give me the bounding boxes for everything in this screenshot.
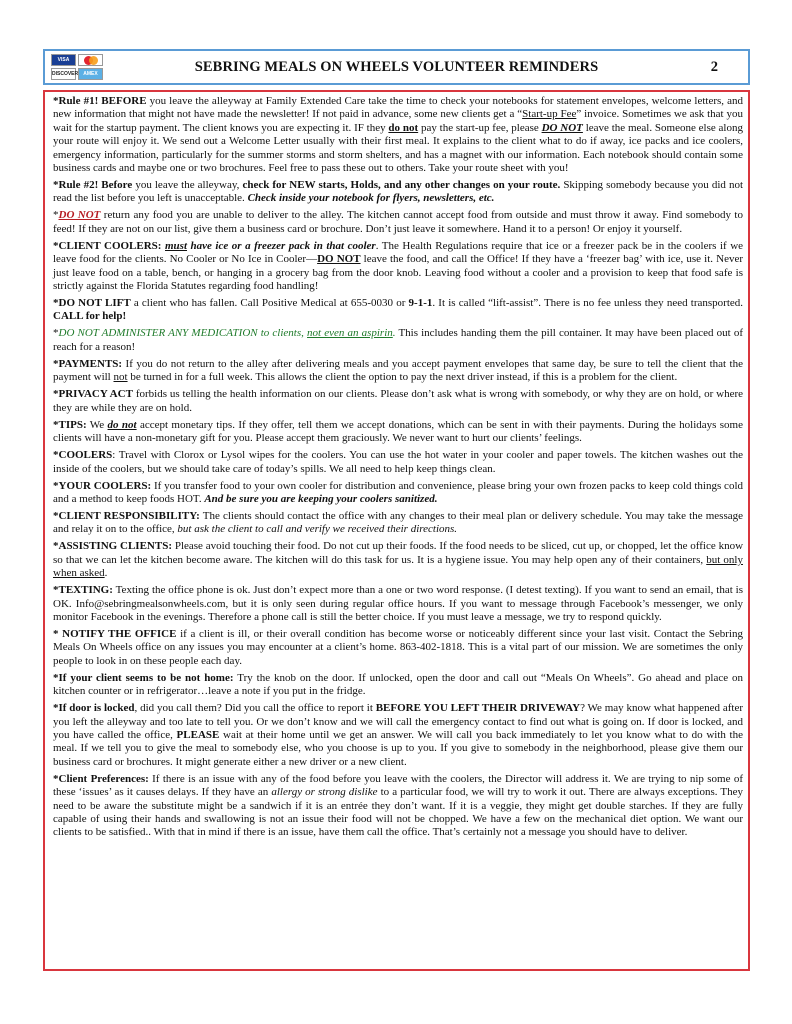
reminder-text: must (165, 239, 188, 252)
reminder-text: Texting the office phone is ok. Just don’t expect more than a one or two word response. (I detest texting). If you want to send an email, that is OK. Info@sebringmealsonwheels.com, but it is only seen during regular office hours. If you want to message through Facebook’s messenger, we only monitor Facebook in the evenings. Therefore a phone call is still the better choice. If you must leave a message, we try to respond quickly. (53, 584, 743, 623)
reminder-text: wait at their home until we get an answer. We will call you back immediately to let you know what to do with the meal. If we tell you to give the meal to somebody else, who you choose is up to you. If you give to somebody in the neighborhood, please give them our business card or brochures. It might generate either a new driver or a new client. (53, 728, 743, 768)
reminder-text: * (53, 209, 59, 222)
reminder-no-medication (53, 327, 743, 354)
reminder-your-coolers (53, 480, 743, 507)
reminder-text: *Rule #1! BEFORE (53, 95, 147, 107)
reminder-coolers (53, 449, 743, 476)
reminder-text: to clients, (257, 327, 308, 340)
reminder-text: *COOLERS (53, 449, 113, 462)
reminder-text: . (392, 327, 396, 340)
reminder-text: *TIPS: (53, 418, 87, 431)
reminder-text: *DO NOT LIFT (53, 297, 131, 310)
reminder-text: *CLIENT COOLERS: (53, 239, 162, 252)
reminder-text: not even an aspirin (307, 327, 393, 340)
reminder-text: BEFORE YOU LEFT THEIR DRIVEWAY (375, 702, 581, 715)
reminder-text: 9-1-1 (408, 297, 433, 310)
page-header (43, 49, 750, 85)
reminder-text: This includes handing them the pill container. It may have been placed out of reach for a reason! (53, 327, 743, 353)
reminder-text: you leave the alleyway, (132, 179, 243, 192)
reminder-text: *Client Preferences: (53, 772, 149, 785)
reminder-do-not-return (53, 209, 743, 236)
reminder-text: pay the start-up fee, please (418, 121, 542, 134)
reminder-text: . (104, 567, 108, 580)
reminder-notify-office (53, 628, 743, 668)
reminder-text: And be sure you are keeping your coolers sanitized. (204, 492, 438, 505)
reminder-text: *Rule #2! Before (53, 179, 133, 192)
reminder-text: DO NOT (58, 209, 101, 222)
reminder-text: if a client is ill, or their overall condition has become worse or noticeably different since your last visit. Contact the Sebring Meals On Wheels office on any issues you may encounter at a client’s home. 863-402-1818. This is a vital part of our mission. We are sometimes the only people to look in on these people each day. (53, 627, 743, 667)
reminder-text: Start-up Fee (522, 108, 577, 121)
reminder-text: return any food you are unable to deliver to the alley. The kitchen cannot accept food from outside and must throw it away. Find somebody to feed! If they are not on our list, give them a business card or brochure. Don’t just leave it somewhere. Hand it to a person! Or enjoy it yourself. (53, 209, 743, 235)
reminder-text: The clients should contact the office with any changes to their meal plan or delivery schedule. You may take the message and relay it on to the office, (53, 509, 743, 536)
amex-card-icon: AMEX (78, 68, 103, 80)
reminder-text: *CLIENT RESPONSIBILITY: (53, 509, 200, 522)
reminder-text: Skipping somebody because you did not read the list before you left is unacceptable. (53, 179, 744, 205)
reminder-privacy-act (53, 388, 743, 415)
reminder-text: * (53, 327, 59, 340)
reminder-text: do not (107, 418, 137, 431)
reminder-text: allergy or strong dislike (271, 786, 378, 799)
visa-card-icon: VISA (51, 54, 76, 66)
reminder-rule-1 (53, 95, 743, 175)
reminder-text: accept monetary tips. If they offer, tell them we accept donations, which can be sent in with their payments. During the holidays some clients will have a non-monetary gift for you. Please accept them graciously. We never want to hurt our clients’ feelings. (53, 418, 743, 445)
reminder-text: have ice or a freezer pack in that cooler (187, 239, 376, 252)
reminder-text: Please avoid touching their food. Do not cut up their foods. If the food needs to be sliced, cut up, or chopped, let the office know so that we can let the kitchen become aware. The kitchen will do this task for us. It is a hygiene issue. You may help open any of their containers, (53, 540, 744, 566)
reminder-text: not (113, 371, 128, 384)
reminder-text: *TEXTING: (53, 584, 113, 597)
reminders-list (53, 95, 743, 843)
reminder-text: We (86, 418, 108, 431)
reminder-text: but ask the client to call and verify we received their directions. (177, 523, 458, 536)
reminder-text: . It is called “lift-assist”. There is no fee unless they need transported. (432, 297, 744, 310)
reminder-rule-2 (53, 179, 743, 206)
reminder-text: *If door is locked (53, 702, 135, 715)
reminder-text: ” invoice. Sometimes we ask that you wait for the startup payment. The client knows you are expecting it. IF they (53, 108, 743, 134)
reminder-text: DO NOT (317, 253, 361, 266)
reminder-text: CALL for help! (53, 310, 127, 323)
reminder-text: If there is an issue with any of the food before you leave with the coolers, the Director will address it. We are trying to nip some of these ‘issues’ as it causes delays. If they have an (53, 772, 743, 799)
reminder-text: If you do not return to the alley after delivering meals and you accept payment envelopes that same day, be sure to tell the client that the payment will (53, 357, 743, 384)
reminder-not-home (53, 672, 743, 699)
reminder-text: ? We may know what happened after you left the alleyway and too late to tell you. Or we don’t know and we will call the emergency contact to find out what is going on. If door is locked, and you have called the office, (53, 702, 743, 741)
reminder-door-locked (53, 702, 743, 769)
reminder-text: DO NOT (541, 121, 583, 134)
reminder-texting (53, 584, 743, 624)
reminder-text: * NOTIFY THE OFFICE (53, 627, 177, 640)
reminder-text: but only when asked (53, 553, 743, 580)
reminder-text: , did you call them? Did you call the office to report it (134, 702, 376, 715)
reminder-text: Try the knob on the door. If unlocked, open the door and call out “Meals On Wheels”. Go ahead and place on kitchen counter or in refrigerator…leave a note if you put in the fridge. (53, 671, 743, 698)
reminder-text: you leave the alleyway at Family Extended Care take the time to check your notebooks for statement envelopes, welcome letters, and new information that might not have made the newsletter! If not paid in advance, some new clients get a “ (53, 95, 743, 121)
reminder-text: *ASSISTING CLIENTS: (53, 540, 172, 553)
reminder-tips (53, 419, 743, 446)
reminder-client-responsibility (53, 510, 743, 537)
reminder-text: PLEASE (176, 728, 220, 741)
reminder-text: *If your client seems to be not home: (53, 671, 234, 684)
reminder-text: . The Health Regulations require that ice or a freezer pack be in the coolers if we leave food for the clients. No Cooler or No Ice in Cooler— (53, 239, 744, 266)
reminder-text: *YOUR COOLERS: (53, 479, 152, 492)
discover-card-icon: DISCOVER (51, 68, 76, 80)
reminder-text: : Travel with Clorox or Lysol wipes for the coolers. You can use the hot water in your cooler and paper towels. The kitchen washes out the inside of the coolers, but we should take care of today’s spills. We all need to help keep things clean. (53, 449, 743, 475)
reminder-text: a client who has fallen. Call Positive Medical at 655-0030 or (130, 297, 409, 310)
reminder-client-preferences (53, 773, 743, 840)
reminder-text: be turned in for a full week. This allows the client the option to pay the next driver instead, if this is a problem for the client. (127, 371, 678, 384)
reminder-assisting-clients (53, 540, 743, 580)
reminder-text: forbids us telling the health information on our clients. Please don’t ask what is wrong with somebody, or why they are on hold, or where they are while they are on hold. (53, 388, 744, 414)
reminder-text: leave the meal. Someone else along your route will enjoy it. We send out a Welcome Letter usually with their first meal. It explains to the client what to do if away, ice packs and ice coolers, emergency information, particularly for the summer storms and storm shelters, and has a magnet with our information. Each notebook should contain some business cards and maybe one or two brochures. Feel free to pass these out to others. Take your route sheet with you! (53, 121, 743, 175)
reminder-text: do not (388, 121, 419, 134)
reminder-text: leave the food, and call the Office! If they have a ‘freezer bag’ with ice, use it. Never just leave food on a table, bench, or hanging in a grocery bag from the door knob. Leaving food without a cooler and a provision to keep that food safe is strictly against the Florida Statutes regarding food handling! (53, 253, 743, 293)
page-number: 2 (710, 59, 718, 75)
reminder-payments (53, 358, 743, 385)
reminder-text: DO NOT ADMINISTER ANY MEDICATION (58, 327, 258, 340)
reminder-text: to a particular food, we will try to work it out. There are always exceptions. They need to be aware the substitute might be a sandwich if it is an entrée they don’t want. If it is a veggie, they might get double starches. If they are fully capable of using their hands and swallowing is not an issue their food will not be chopped. We have a few on the mechanical diet option. We want our clients to be satisfied.. With that in mind if there is an issue, have them call the office. That’s certainly not a message you should have to deliver. (53, 786, 743, 839)
reminder-text: *PRIVACY ACT (53, 388, 133, 401)
reminder-text: *PAYMENTS: (53, 357, 123, 370)
reminder-text: If you transfer food to your own cooler for distribution and convenience, please bring your own frozen packs to keep cold things cold and a method to keep foods HOT. (53, 479, 743, 505)
reminder-text: Check inside your notebook for flyers, newsletters, etc. (247, 192, 495, 205)
reminder-do-not-lift (53, 297, 743, 324)
page-title: SEBRING MEALS ON WHEELS VOLUNTEER REMINDERS (194, 59, 599, 75)
reminder-client-coolers (53, 240, 743, 294)
reminder-text: check for NEW starts, Holds, and any other changes on your route. (242, 179, 561, 192)
